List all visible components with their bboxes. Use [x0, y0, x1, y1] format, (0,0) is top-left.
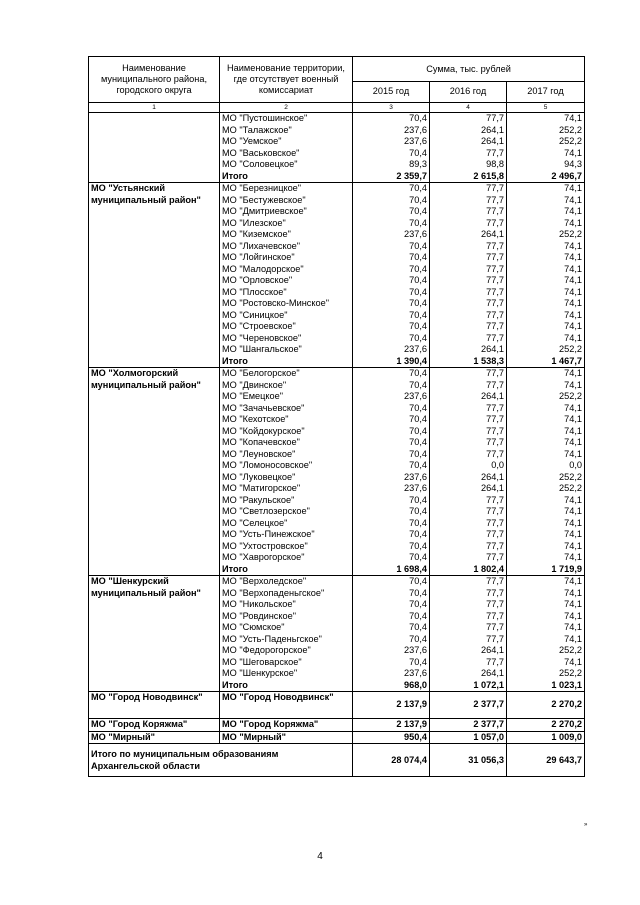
amount-cell: 237,6 [353, 668, 430, 680]
amount-cell: 74,1 [507, 426, 585, 438]
subtotal-amount: 1 023,1 [507, 680, 585, 692]
amount-cell: 77,7 [430, 611, 507, 623]
page-number: 4 [317, 851, 323, 862]
territory-name: МО "Строевское" [220, 321, 353, 333]
amount-cell: 77,7 [430, 195, 507, 207]
amount-cell: 77,7 [430, 206, 507, 218]
amount-cell: 77,7 [430, 437, 507, 449]
territory-name: МО "Соловецкое" [220, 159, 353, 171]
amount-cell: 70,4 [353, 218, 430, 230]
amount-cell: 70,4 [353, 506, 430, 518]
city-row [89, 719, 585, 732]
amount-cell: 70,4 [353, 541, 430, 553]
header-year-2015: 2015 год [353, 82, 430, 103]
table-row [89, 113, 585, 125]
amount-cell: 264,1 [430, 668, 507, 680]
header-territory: Наименование территории, где отсутствует военный комиссариат [220, 57, 353, 103]
amount-cell: 252,2 [507, 136, 585, 148]
amount-cell: 74,1 [507, 622, 585, 634]
amount-cell: 70,4 [353, 518, 430, 530]
amount-cell: 70,4 [353, 552, 430, 564]
amount-cell: 2 137,9 [353, 692, 430, 719]
header-district: Наименование муниципального района, городского округа [89, 57, 220, 103]
amount-cell: 77,7 [430, 380, 507, 392]
amount-cell: 77,7 [430, 264, 507, 276]
amount-cell: 77,7 [430, 634, 507, 646]
territory-name: МО "Усть-Паденьгское" [220, 634, 353, 646]
territory-name: МО "Березницкое" [220, 183, 353, 195]
territory-name: МО "Сюмское" [220, 622, 353, 634]
territory-name: МО "Селецкое" [220, 518, 353, 530]
territory-name: МО "Лойгинское" [220, 252, 353, 264]
amount-cell: 74,1 [507, 183, 585, 195]
amount-cell: 74,1 [507, 380, 585, 392]
amount-cell: 70,4 [353, 599, 430, 611]
territory-name: МО "Уемское" [220, 136, 353, 148]
subtotal-label: Итого [220, 680, 353, 692]
amount-cell: 252,2 [507, 125, 585, 137]
amount-cell: 2 137,9 [353, 719, 430, 732]
amount-cell: 74,1 [507, 518, 585, 530]
amount-cell: 70,4 [353, 298, 430, 310]
amount-cell: 74,1 [507, 588, 585, 600]
amount-cell: 2 270,2 [507, 719, 585, 732]
territory-name: МО "Васьковское" [220, 148, 353, 160]
territory-name: МО "Илезское" [220, 218, 353, 230]
amount-cell: 74,1 [507, 241, 585, 253]
amount-cell: 252,2 [507, 344, 585, 356]
amount-cell: 77,7 [430, 622, 507, 634]
territory-name: МО "Мирный" [220, 731, 353, 744]
amount-cell: 74,1 [507, 218, 585, 230]
territory-name: МО "Хаврогорское" [220, 552, 353, 564]
amount-cell: 0,0 [430, 460, 507, 472]
district-name: МО "Устьянский муниципальный район" [89, 183, 220, 368]
amount-cell: 89,3 [353, 159, 430, 171]
city-row [89, 731, 585, 744]
amount-cell: 74,1 [507, 333, 585, 345]
amount-cell: 70,4 [353, 241, 430, 253]
amount-cell: 77,7 [430, 368, 507, 380]
amount-cell: 74,1 [507, 552, 585, 564]
amount-cell: 74,1 [507, 576, 585, 588]
amount-cell: 252,2 [507, 472, 585, 484]
territory-name: МО "Луковецкое" [220, 472, 353, 484]
amount-cell: 74,1 [507, 148, 585, 160]
amount-cell: 70,4 [353, 414, 430, 426]
district-name: МО "Город Коряжма" [89, 719, 220, 732]
district-name: МО "Шенкурский муниципальный район" [89, 576, 220, 692]
header-year-2017: 2017 год [507, 82, 585, 103]
amount-cell: 77,7 [430, 599, 507, 611]
territory-name: МО "Емецкое" [220, 391, 353, 403]
amount-cell: 252,2 [507, 668, 585, 680]
amount-cell: 70,4 [353, 529, 430, 541]
territory-name: МО "Лихачевское" [220, 241, 353, 253]
amount-cell: 70,4 [353, 183, 430, 195]
table-row [89, 183, 585, 195]
amount-cell: 2 270,2 [507, 692, 585, 719]
territory-name: МО "Бестужевское" [220, 195, 353, 207]
amount-cell: 77,7 [430, 495, 507, 507]
amount-cell: 77,7 [430, 113, 507, 125]
amount-cell: 77,7 [430, 148, 507, 160]
amount-cell: 70,4 [353, 368, 430, 380]
amount-cell: 264,1 [430, 483, 507, 495]
amount-cell: 70,4 [353, 622, 430, 634]
grand-total-label: Итого по муниципальным образованиям Архангельской области [89, 744, 353, 777]
amount-cell: 74,1 [507, 287, 585, 299]
amount-cell: 74,1 [507, 541, 585, 553]
grand-total-amount: 31 056,3 [430, 744, 507, 777]
amount-cell: 77,7 [430, 403, 507, 415]
amount-cell: 74,1 [507, 113, 585, 125]
amount-cell: 264,1 [430, 136, 507, 148]
amount-cell: 70,4 [353, 426, 430, 438]
amount-cell: 70,4 [353, 634, 430, 646]
amount-cell: 77,7 [430, 183, 507, 195]
district-name [89, 113, 220, 183]
territory-name: МО "Белогорское" [220, 368, 353, 380]
column-number: 5 [507, 103, 585, 113]
column-number: 4 [430, 103, 507, 113]
amount-cell: 77,7 [430, 414, 507, 426]
territory-name: МО "Ростовско-Минское" [220, 298, 353, 310]
amount-cell: 77,7 [430, 588, 507, 600]
territory-name: МО "Синицкое" [220, 310, 353, 322]
column-number: 3 [353, 103, 430, 113]
territory-name: МО "Малодорское" [220, 264, 353, 276]
territory-name: МО "Ровдинское" [220, 611, 353, 623]
amount-cell: 1 009,0 [507, 731, 585, 744]
subtotal-label: Итого [220, 171, 353, 183]
amount-cell: 237,6 [353, 472, 430, 484]
amount-cell: 74,1 [507, 195, 585, 207]
amount-cell: 77,7 [430, 252, 507, 264]
territory-name: МО "Усть-Пинежское" [220, 529, 353, 541]
territory-name: МО "Плосское" [220, 287, 353, 299]
subtotal-amount: 1 538,3 [430, 356, 507, 368]
amount-cell: 237,6 [353, 229, 430, 241]
amount-cell: 2 377,7 [430, 719, 507, 732]
grand-total-amount: 29 643,7 [507, 744, 585, 777]
table-row [89, 576, 585, 588]
territory-name: МО "Зачачьевское" [220, 403, 353, 415]
amount-cell: 70,4 [353, 380, 430, 392]
territory-name: МО "Киземское" [220, 229, 353, 241]
amount-cell: 74,1 [507, 264, 585, 276]
amount-cell: 70,4 [353, 576, 430, 588]
grand-total-amount: 28 074,4 [353, 744, 430, 777]
territory-name: МО "Двинское" [220, 380, 353, 392]
amount-cell: 77,7 [430, 426, 507, 438]
amount-cell: 70,4 [353, 252, 430, 264]
amount-cell: 74,1 [507, 599, 585, 611]
territory-name: МО "Город Новодвинск" [220, 692, 353, 719]
table-body [89, 113, 585, 777]
table-header [89, 57, 585, 113]
territory-name: МО "Шенкурское" [220, 668, 353, 680]
amount-cell: 70,4 [353, 611, 430, 623]
amount-cell: 264,1 [430, 472, 507, 484]
territory-name: МО "Талажское" [220, 125, 353, 137]
budget-table [88, 56, 585, 777]
amount-cell: 70,4 [353, 321, 430, 333]
amount-cell: 237,6 [353, 125, 430, 137]
territory-name: МО "Верхопаденьгское" [220, 588, 353, 600]
district-name: МО "Мирный" [89, 731, 220, 744]
amount-cell: 70,4 [353, 657, 430, 669]
amount-cell: 74,1 [507, 506, 585, 518]
amount-cell: 237,6 [353, 344, 430, 356]
amount-cell: 74,1 [507, 321, 585, 333]
amount-cell: 77,7 [430, 275, 507, 287]
territory-name: МО "Ломоносовское" [220, 460, 353, 472]
amount-cell: 74,1 [507, 368, 585, 380]
amount-cell: 74,1 [507, 310, 585, 322]
amount-cell: 77,7 [430, 241, 507, 253]
amount-cell: 77,7 [430, 287, 507, 299]
subtotal-label: Итого [220, 564, 353, 576]
territory-name: МО "Верхоледское" [220, 576, 353, 588]
amount-cell: 252,2 [507, 229, 585, 241]
territory-name: МО "Шеговарское" [220, 657, 353, 669]
amount-cell: 77,7 [430, 333, 507, 345]
territory-name: МО "Койдокурское" [220, 426, 353, 438]
territory-name: МО "Ухтостровское" [220, 541, 353, 553]
amount-cell: 74,1 [507, 449, 585, 461]
amount-cell: 237,6 [353, 391, 430, 403]
subtotal-amount: 2 359,7 [353, 171, 430, 183]
territory-name: МО "Ракульское" [220, 495, 353, 507]
territory-name: МО "Шангальское" [220, 344, 353, 356]
amount-cell: 70,4 [353, 403, 430, 415]
subtotal-amount: 1 390,4 [353, 356, 430, 368]
territory-name: МО "Светлозерское" [220, 506, 353, 518]
amount-cell: 77,7 [430, 529, 507, 541]
amount-cell: 70,4 [353, 437, 430, 449]
table-row [89, 368, 585, 380]
amount-cell: 70,4 [353, 495, 430, 507]
header-year-2016: 2016 год [430, 82, 507, 103]
subtotal-amount: 2 496,7 [507, 171, 585, 183]
amount-cell: 74,1 [507, 252, 585, 264]
amount-cell: 70,4 [353, 287, 430, 299]
amount-cell: 252,2 [507, 391, 585, 403]
column-number: 1 [89, 103, 220, 113]
amount-cell: 950,4 [353, 731, 430, 744]
amount-cell: 70,4 [353, 264, 430, 276]
subtotal-label: Итого [220, 356, 353, 368]
amount-cell: 74,1 [507, 275, 585, 287]
territory-name: МО "Дмитриевское" [220, 206, 353, 218]
amount-cell: 70,4 [353, 195, 430, 207]
amount-cell: 70,4 [353, 449, 430, 461]
territory-name: МО "Город Коряжма" [220, 719, 353, 732]
amount-cell: 1 057,0 [430, 731, 507, 744]
territory-name: МО "Череновское" [220, 333, 353, 345]
column-number: 2 [220, 103, 353, 113]
amount-cell: 77,7 [430, 576, 507, 588]
amount-cell: 70,4 [353, 333, 430, 345]
amount-cell: 264,1 [430, 229, 507, 241]
amount-cell: 74,1 [507, 657, 585, 669]
amount-cell: 77,7 [430, 541, 507, 553]
territory-name: МО "Никольское" [220, 599, 353, 611]
amount-cell: 70,4 [353, 460, 430, 472]
territory-name: МО "Копачевское" [220, 437, 353, 449]
territory-name: МО "Орловское" [220, 275, 353, 287]
amount-cell: 264,1 [430, 344, 507, 356]
amount-cell: 70,4 [353, 588, 430, 600]
amount-cell: 264,1 [430, 125, 507, 137]
territory-name: МО "Матигорское" [220, 483, 353, 495]
subtotal-amount: 2 615,8 [430, 171, 507, 183]
amount-cell: 70,4 [353, 206, 430, 218]
amount-cell: 70,4 [353, 113, 430, 125]
amount-cell: 74,1 [507, 206, 585, 218]
amount-cell: 74,1 [507, 298, 585, 310]
territory-name: МО "Федорогорское" [220, 645, 353, 657]
city-row [89, 692, 585, 719]
amount-cell: 77,7 [430, 218, 507, 230]
edge-mark: » [584, 822, 588, 828]
subtotal-amount: 1 802,4 [430, 564, 507, 576]
amount-cell: 77,7 [430, 449, 507, 461]
subtotal-amount: 1 719,9 [507, 564, 585, 576]
amount-cell: 94,3 [507, 159, 585, 171]
subtotal-amount: 1 698,4 [353, 564, 430, 576]
amount-cell: 70,4 [353, 275, 430, 287]
amount-cell: 98,8 [430, 159, 507, 171]
amount-cell: 264,1 [430, 645, 507, 657]
territory-name: МО "Кехотское" [220, 414, 353, 426]
amount-cell: 77,7 [430, 298, 507, 310]
amount-cell: 2 377,7 [430, 692, 507, 719]
subtotal-amount: 1 072,1 [430, 680, 507, 692]
district-name: МО "Город Новодвинск" [89, 692, 220, 719]
amount-cell: 74,1 [507, 403, 585, 415]
amount-cell: 74,1 [507, 634, 585, 646]
amount-cell: 77,7 [430, 321, 507, 333]
amount-cell: 237,6 [353, 483, 430, 495]
amount-cell: 237,6 [353, 645, 430, 657]
amount-cell: 237,6 [353, 136, 430, 148]
amount-cell: 252,2 [507, 645, 585, 657]
amount-cell: 77,7 [430, 657, 507, 669]
amount-cell: 74,1 [507, 611, 585, 623]
amount-cell: 252,2 [507, 483, 585, 495]
amount-cell: 70,4 [353, 310, 430, 322]
amount-cell: 264,1 [430, 391, 507, 403]
grand-total-row [89, 744, 585, 777]
amount-cell: 77,7 [430, 518, 507, 530]
territory-name: МО "Леуновское" [220, 449, 353, 461]
territory-name: МО "Пустошинское" [220, 113, 353, 125]
district-name: МО "Холмогорский муниципальный район" [89, 368, 220, 576]
amount-cell: 77,7 [430, 310, 507, 322]
amount-cell: 74,1 [507, 495, 585, 507]
subtotal-amount: 968,0 [353, 680, 430, 692]
amount-cell: 74,1 [507, 529, 585, 541]
amount-cell: 70,4 [353, 148, 430, 160]
amount-cell: 77,7 [430, 552, 507, 564]
amount-cell: 74,1 [507, 414, 585, 426]
subtotal-amount: 1 467,7 [507, 356, 585, 368]
amount-cell: 74,1 [507, 437, 585, 449]
amount-cell: 0,0 [507, 460, 585, 472]
amount-cell: 77,7 [430, 506, 507, 518]
header-sum: Сумма, тыс. рублей [353, 57, 585, 82]
